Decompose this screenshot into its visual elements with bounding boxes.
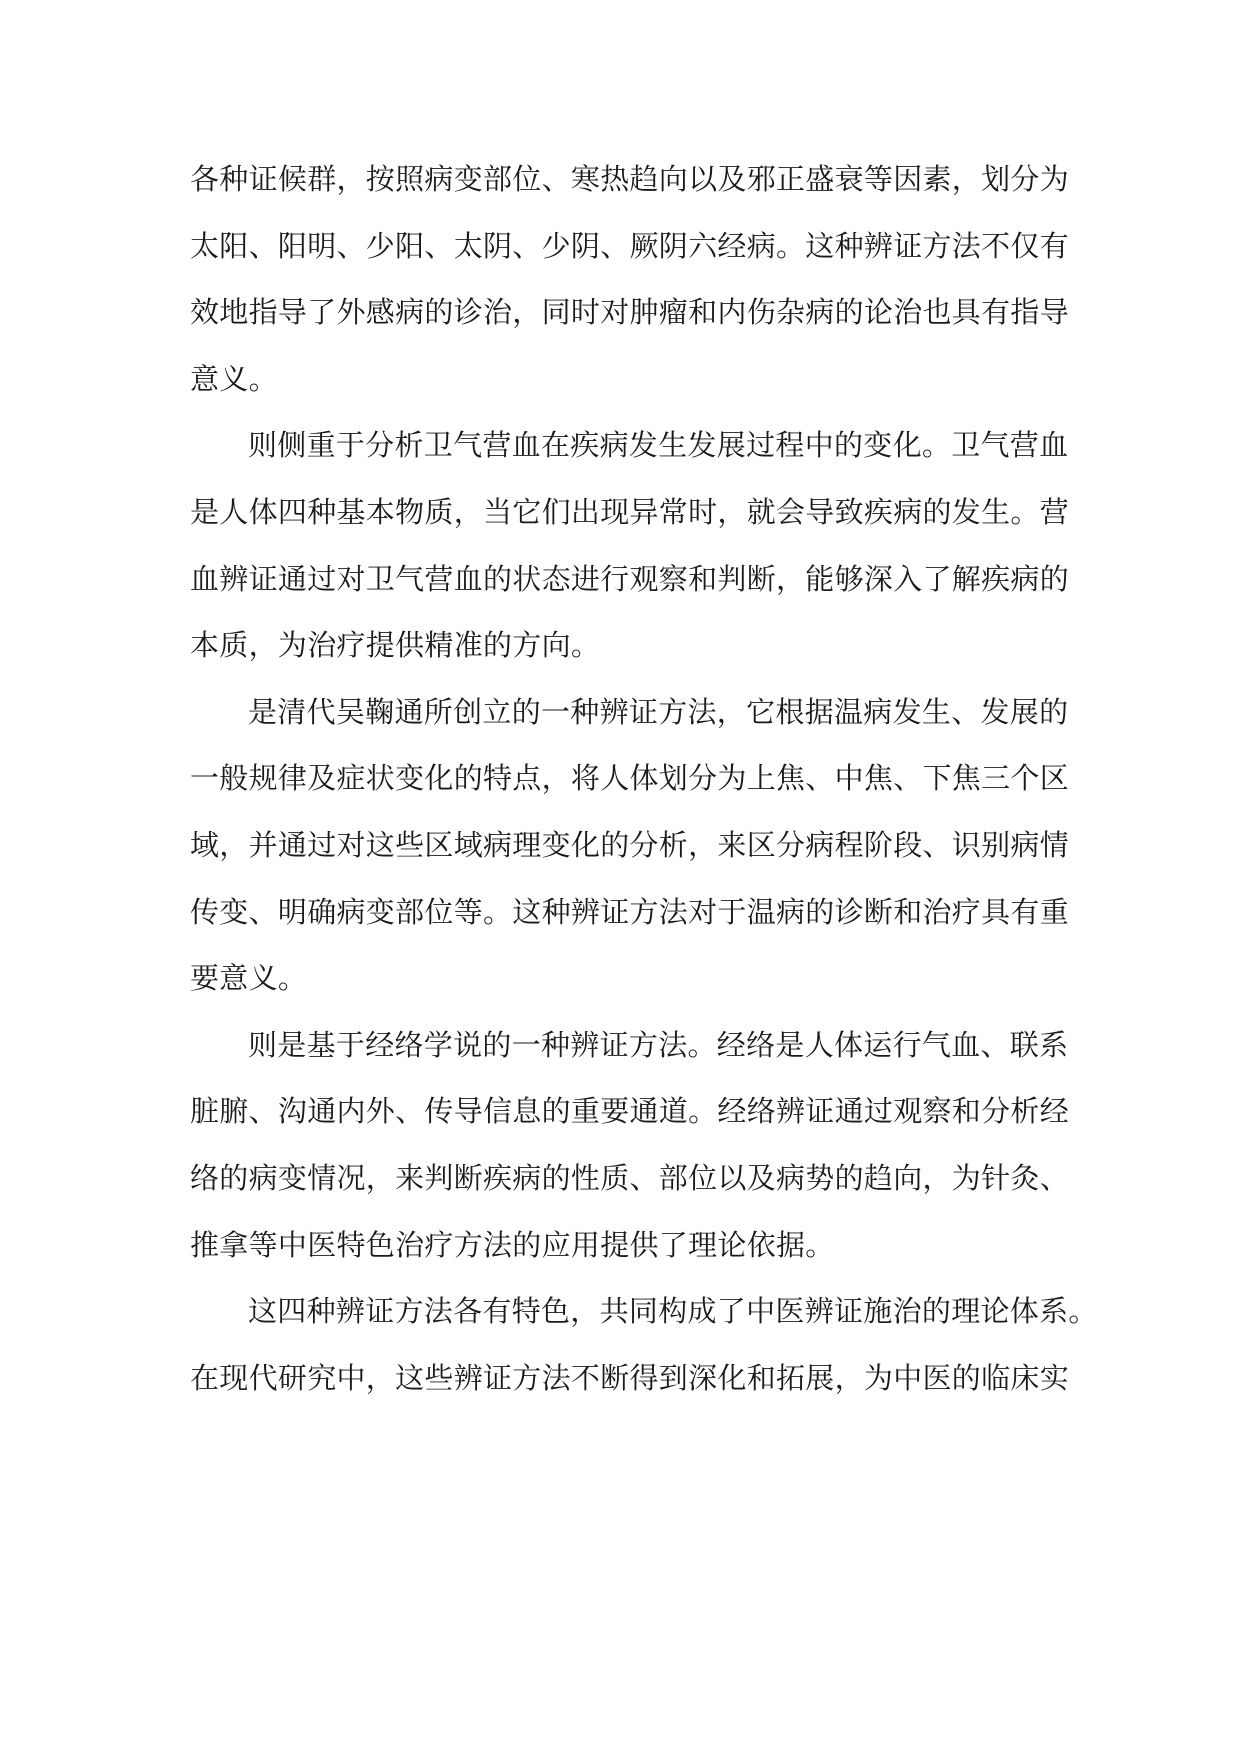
text-line: 传变、明确病变部位等。这种辨证方法对于温病的诊断和治疗具有重: [190, 894, 1070, 929]
text-line: 脏腑、沟通内外、传导信息的重要通道。经络辨证通过观察和分析经: [190, 1094, 1070, 1129]
text-line: 则侧重于分析卫气营血在疾病发生发展过程中的变化。卫气营血: [248, 428, 1069, 463]
text-line: 意义。: [190, 361, 278, 396]
text-line: 本质，为治疗提供精准的方向。: [190, 628, 601, 663]
text-line: 太阳、阳明、少阳、太阴、少阴、厥阴六经病。这种辨证方法不仅有: [190, 228, 1070, 263]
paragraph: [190, 412, 1070, 678]
text-line: 在现代研究中，这些辨证方法不断得到深化和拓展，为中医的临床实: [190, 1360, 1070, 1395]
text-line: 域，并通过对这些区域病理变化的分析，来区分病程阶段、识别病情: [190, 827, 1070, 862]
text-line: 血辨证通过对卫气营血的状态进行观察和判断，能够深入了解疾病的: [190, 561, 1070, 596]
text-line: 要意义。: [190, 961, 308, 996]
text-line: 是人体四种基本物质，当它们出现异常时，就会导致疾病的发生。营: [190, 494, 1070, 529]
paragraph: [190, 1012, 1070, 1278]
text-line: 是清代吴鞠通所创立的一种辨证方法，它根据温病发生、发展的: [248, 694, 1069, 729]
body-text: [190, 146, 1098, 1411]
text-line: 推拿等中医特色治疗方法的应用提供了理论依据。: [190, 1227, 835, 1262]
paragraph: [190, 1278, 1098, 1411]
text-line: 一般规律及症状变化的特点，将人体划分为上焦、中焦、下焦三个区: [190, 761, 1070, 796]
text-line: 则是基于经络学说的一种辨证方法。经络是人体运行气血、联系: [248, 1027, 1069, 1062]
text-line: 效地指导了外感病的诊治，同时对肿瘤和内伤杂病的论治也具有指导: [190, 295, 1070, 330]
text-line: 这四种辨证方法各有特色，共同构成了中医辨证施治的理论体系。: [248, 1294, 1098, 1329]
paragraph: [190, 679, 1070, 1012]
text-line: 络的病变情况，来判断疾病的性质、部位以及病势的趋向，为针灸、: [190, 1160, 1070, 1195]
paragraph: [190, 146, 1070, 412]
text-line: 各种证候群，按照病变部位、寒热趋向以及邪正盛衰等因素，划分为: [190, 162, 1070, 196]
